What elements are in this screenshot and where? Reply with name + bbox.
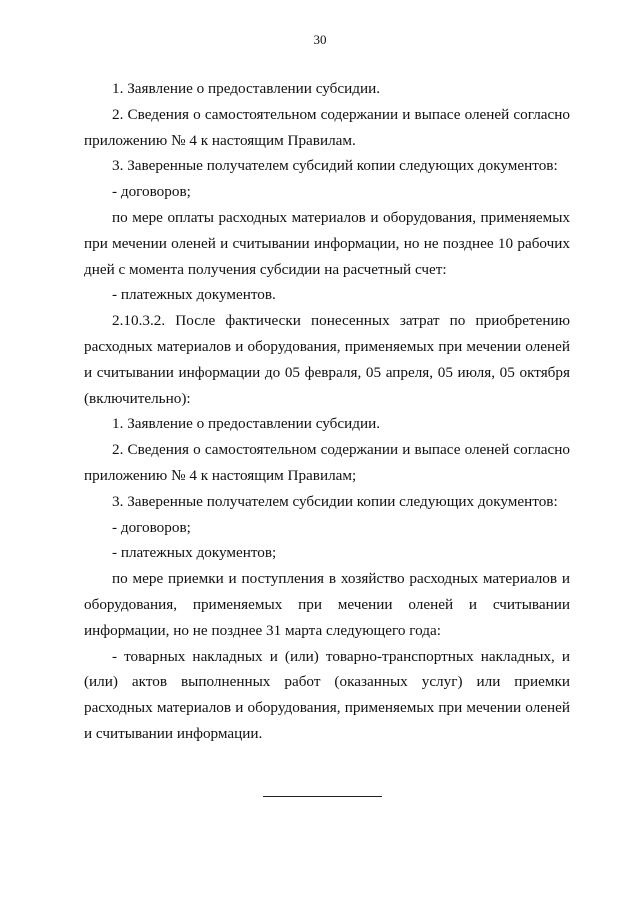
paragraph-certified-copies-2: 3. Заверенные получателем субсидии копии следующих документов: [112,492,558,510]
page-number: 30 [313,32,327,47]
paragraph-application-1: 1. Заявление о предоставлении субсидии. [112,80,381,97]
paragraph-grazing-info-1: 2. Сведения о самостоятельном содержании и выпасе оленей согласно приложению № 4 к настоящим Правилам. [84,105,570,149]
paragraph-contracts-2: - договоров; [112,518,191,536]
paragraph-payment-terms: по мере оплаты расходных материалов и оборудования, применяемых при мечении оленей и считывании информации, но не позднее 10 рабочих дней с момента получения субсидии на расчетный счет: [84,208,570,278]
paragraph-certified-copies-1: 3. Заверенные получателем субсидий копии следующих документов: [112,157,558,175]
paragraph-payment-docs-2: - платежных документов; [112,544,277,562]
end-divider [263,796,382,797]
paragraph-grazing-info-2: 2. Сведения о самостоятельном содержании и выпасе оленей согласно приложению № 4 к настоящим Правилам; [84,441,570,484]
paragraph-contracts-1: - договоров; [112,183,191,201]
document-body [84,76,570,747]
paragraph-section-2-10-3-2: 2.10.3.2. После фактически понесенных затрат по приобретению расходных материалов и оборудования, применяемых при мечении оленей и считывании информации до 05 февраля, 05 апреля, 05 июля, 05 октября (включительно): [84,312,570,407]
paragraph-application-2: 1. Заявление о предоставлении субсидии. [112,415,381,433]
paragraph-acceptance-terms: по мере приемки и поступления в хозяйство расходных материалов и оборудования, применяемых при мечении оленей и считывании информации, но не позднее 31 марта следующего года: [84,570,570,639]
paragraph-waybills: - товарных накладных и (или) товарно-транспортных накладных, и (или) актов выполненных работ (оказанных услуг) или приемки расходных материалов и оборудования, применяемых при мечении оленей и считывании информации. [84,647,570,742]
paragraph-payment-docs-1: - платежных документов. [112,286,276,304]
